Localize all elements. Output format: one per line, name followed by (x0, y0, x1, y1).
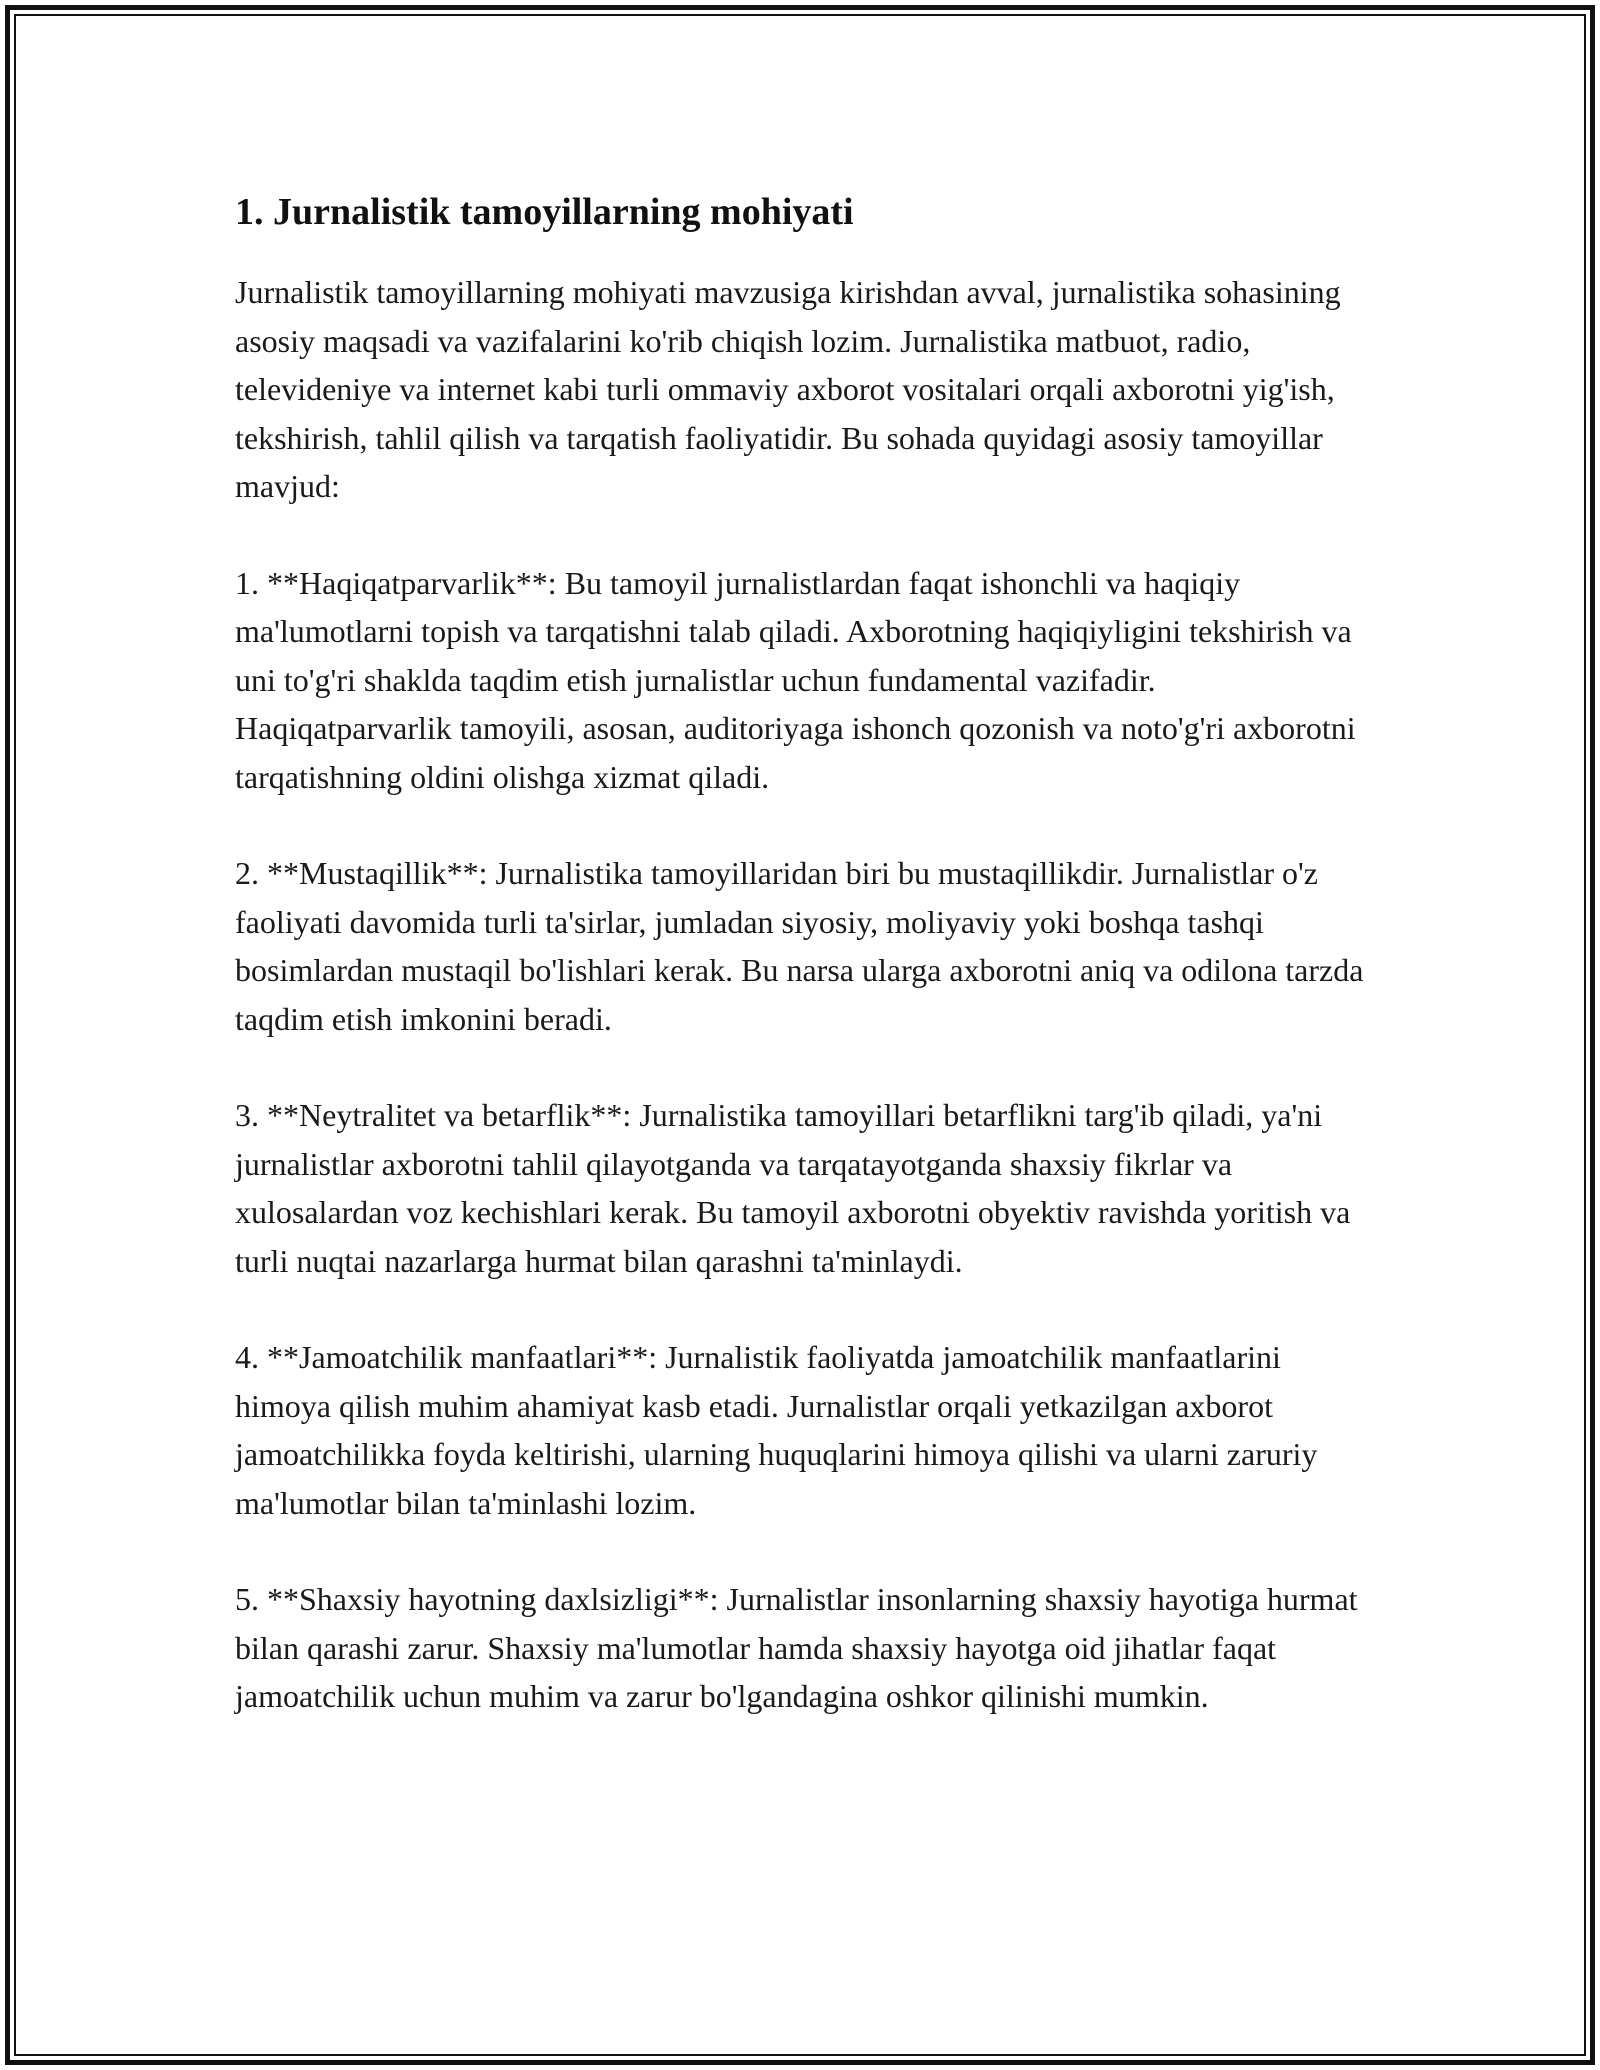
intro-paragraph: Jurnalistik tamoyillarning mohiyati mavzusiga kirishdan avval, jurnalistika sohasining asosiy maqsadi va vazifalarini ko'rib chiqish lozim. Jurnalistika matbuot, radio, televideniye va internet kabi turli ommaviy axborot vositalari orqali axborotni yig'ish, tekshirish, tahlil qilish va tarqatish faoliyatidir. Bu sohada quyidagi asosiy tamoyillar mavjud: (235, 274, 1341, 504)
principle-paragraph-5: 5. **Shaxsiy hayotning daxlsizligi**: Jurnalistlar insonlarning shaxsiy hayotiga hurmat bilan qarashi zarur. Shaxsiy ma'lumotlar hamda shaxsiy hayotga oid jihatlar faqat jamoatchilik uchun muhim va zarur bo'lgandagina oshkor qilinishi mumkin. (235, 1581, 1358, 1714)
principle-paragraph-3: 3. **Neytralitet va betarflik**: Jurnalistika tamoyillari betarflikni targ'ib qiladi, ya'ni jurnalistlar axborotni tahlil qilayotganda va tarqatayotganda shaxsiy fikrlar va xulosalardan voz kechishlari kerak. Bu tamoyil axborotni obyektiv ravishda yoritish va turli nuqtai nazarlarga hurmat bilan qarashni ta'minlaydi. (235, 1097, 1351, 1279)
principle-paragraph-4: 4. **Jamoatchilik manfaatlari**: Jurnalistik faoliyatda jamoatchilik manfaatlarini himoya qilish muhim ahamiyat kasb etadi. Jurnalistlar orqali yetkazilgan axborot jamoatchilikka foyda keltirishi, ularning huquqlarini himoya qilishi va ularni zaruriy ma'lumotlar bilan ta'minlashi lozim. (235, 1339, 1318, 1521)
document-body (235, 188, 1365, 1769)
principle-paragraph-1: 1. **Haqiqatparvarlik**: Bu tamoyil jurnalistlardan faqat ishonchli va haqiqiy ma'lumotlarni topish va tarqatishni talab qiladi. Axborotning haqiqiyligini tekshirish va uni to'g'ri shaklda taqdim etish jurnalistlar uchun fundamental vazifadir. Haqiqatparvarlik tamoyili, asosan, auditoriyaga ishonch qozonish va noto'g'ri axborotni tarqatishning oldini olishga xizmat qiladi. (235, 564, 1356, 795)
principle-paragraph-2: 2. **Mustaqillik**: Jurnalistika tamoyillaridan biri bu mustaqillikdir. Jurnalistlar o'z faoliyati davomida turli ta'sirlar, jumladan siyosiy, moliyaviy yoki boshqa tashqi bosimlardan mustaqil bo'lishlari kerak. Bu narsa ularga axborotni aniq va odilona tarzda taqdim etish imkonini beradi. (235, 855, 1364, 1037)
section-heading: 1. Jurnalistik tamoyillarning mohiyati (235, 191, 854, 233)
